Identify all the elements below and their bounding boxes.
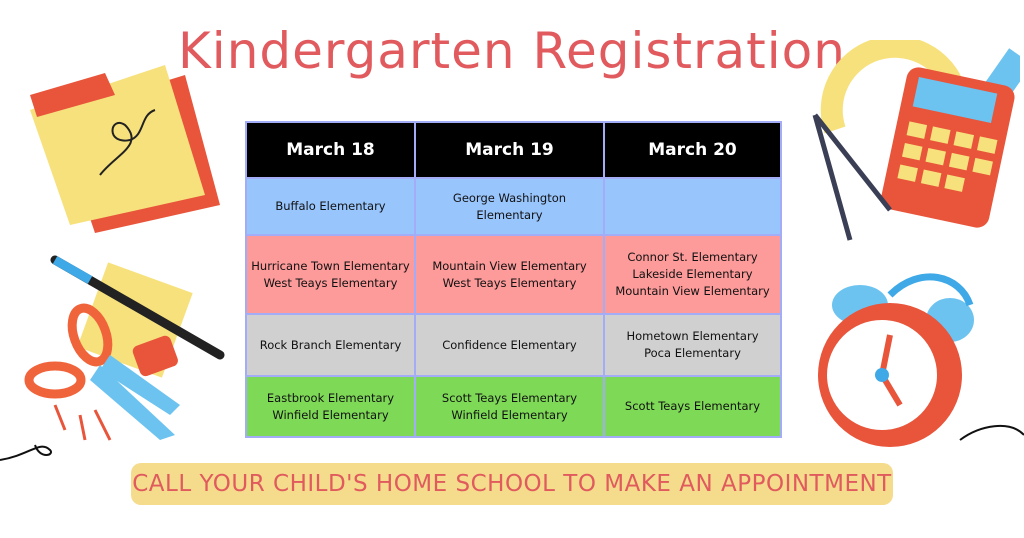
table-cell bbox=[415, 235, 604, 314]
table-row bbox=[246, 314, 781, 376]
header-march-20: March 20 bbox=[604, 122, 781, 178]
school-name: Rock Branch Elementary bbox=[259, 337, 402, 352]
header-march-18: March 18 bbox=[246, 122, 415, 178]
school-name: Connor St. Elementary bbox=[627, 250, 758, 264]
table-row bbox=[246, 376, 781, 437]
school-name: Scott Teays Elementary bbox=[624, 399, 761, 413]
table-cell bbox=[246, 235, 415, 314]
table-cell bbox=[246, 314, 415, 376]
table-cell bbox=[415, 314, 604, 376]
school-name: Buffalo Elementary bbox=[275, 199, 386, 213]
school-name: Scott Teays Elementary bbox=[441, 390, 578, 405]
school-name: Hurricane Town Elementary bbox=[251, 258, 410, 273]
table-cell bbox=[604, 178, 781, 235]
page-title: Kindergarten Registration bbox=[178, 22, 846, 80]
header-march-19: March 19 bbox=[415, 122, 604, 178]
registration-schedule-table bbox=[245, 121, 782, 438]
call-to-action-banner: CALL YOUR CHILD'S HOME SCHOOL TO MAKE AN APPOINTMENT bbox=[131, 463, 893, 505]
school-name: Lakeside Elementary bbox=[632, 267, 753, 281]
school-name: George Washington Elementary bbox=[452, 190, 567, 222]
table-header-row bbox=[246, 122, 781, 178]
table-row bbox=[246, 235, 781, 314]
table-cell bbox=[604, 314, 781, 376]
school-name: Eastbrook Elementary bbox=[266, 390, 395, 405]
school-supplies-icon bbox=[0, 255, 240, 470]
alarm-clock-icon bbox=[810, 265, 1024, 465]
table-cell bbox=[415, 376, 604, 437]
school-name: Mountain View Elementary bbox=[432, 258, 587, 273]
school-name: West Teays Elementary bbox=[442, 275, 577, 290]
table-cell bbox=[604, 376, 781, 437]
table-cell bbox=[246, 178, 415, 235]
school-name: West Teays Elementary bbox=[263, 275, 398, 290]
table-cell bbox=[246, 376, 415, 437]
school-name: Winfield Elementary bbox=[272, 407, 389, 422]
school-name: Winfield Elementary bbox=[451, 407, 568, 422]
sticky-note-icon bbox=[25, 55, 225, 235]
table-cell bbox=[415, 178, 604, 235]
table-cell bbox=[604, 235, 781, 314]
calculator-icon bbox=[805, 40, 1020, 250]
school-name: Confidence Elementary bbox=[442, 337, 577, 352]
school-name: Hometown Elementary bbox=[626, 329, 759, 343]
table-row bbox=[246, 178, 781, 235]
school-name: Mountain View Elementary bbox=[615, 284, 770, 298]
school-name: Poca Elementary bbox=[644, 346, 741, 360]
